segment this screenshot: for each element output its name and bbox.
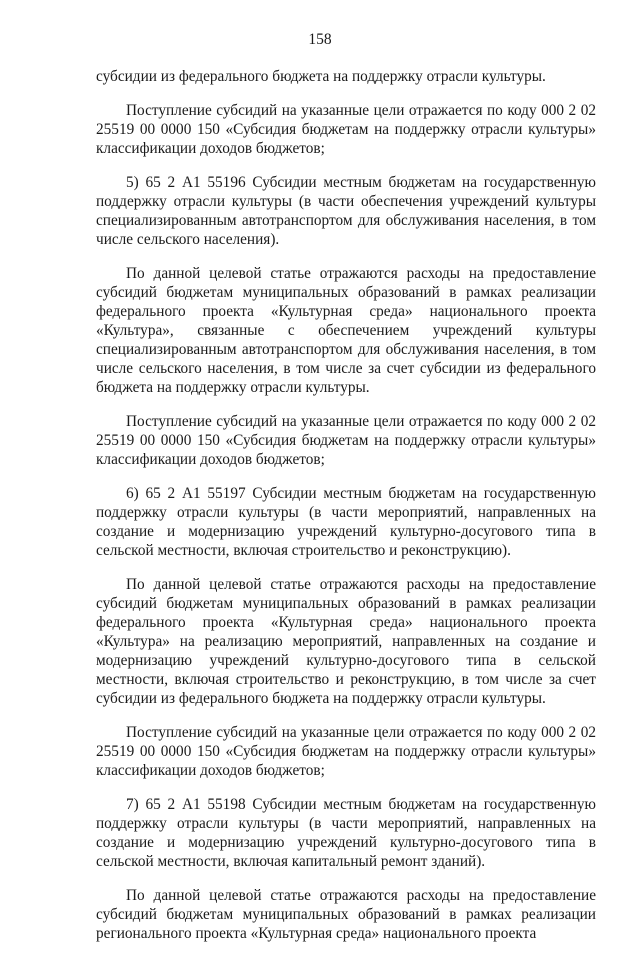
- document-body: [96, 67, 596, 958]
- paragraph-revenue-code: Поступление субсидий на указанные цели отражается по коду 000 2 02 25519 00 0000 150 «Субсидия бюджетам на поддержку отрасли культуры» классификации доходов бюджетов;: [96, 724, 596, 779]
- page-number: 158: [308, 31, 332, 48]
- paragraph-description: По данной целевой статье отражаются расходы на предоставление субсидий бюджетам муниципальных образований в рамках реализации федерального проекта «Культурная среда» национального проекта «Культура» на реализацию мероприятий, направленных на создание и модернизацию учреждений культурно-досугового типа в сельской местности, включая строительство и реконструкцию, в том числе за счет субсидии из федерального бюджета на поддержку отрасли культуры.: [96, 576, 596, 707]
- paragraph-revenue-code: Поступление субсидий на указанные цели отражается по коду 000 2 02 25519 00 0000 150 «Субсидия бюджетам на поддержку отрасли культуры» классификации доходов бюджетов;: [96, 413, 596, 468]
- paragraph-description: По данной целевой статье отражаются расходы на предоставление субсидий бюджетам муниципальных образований в рамках реализации федерального проекта «Культурная среда» национального проекта «Культура», связанные с обеспечением учреждений культуры специализированным автотранспортом для обслуживания населения, в том числе сельского населения, в том числе за счет субсидии из федерального бюджета на поддержку отрасли культуры.: [96, 265, 596, 396]
- paragraph-item-7: 7) 65 2 А1 55198 Субсидии местным бюджетам на государственную поддержку отрасли культуры (в части мероприятий, направленных на создание и модернизацию учреждений культурно-досугового типа в сельской местности, включая капитальный ремонт зданий).: [96, 796, 596, 870]
- paragraph-description: По данной целевой статье отражаются расходы на предоставление субсидий бюджетам муниципальных образований в рамках реализации регионального проекта «Культурная среда» национального проекта: [96, 887, 596, 942]
- paragraph-item-5: 5) 65 2 А1 55196 Субсидии местным бюджетам на государственную поддержку отрасли культуры (в части обеспечения учреждений культуры специализированным автотранспортом для обслуживания населения, в том числе сельского населения).: [96, 174, 596, 248]
- paragraph-revenue-code: Поступление субсидий на указанные цели отражается по коду 000 2 02 25519 00 0000 150 «Субсидия бюджетам на поддержку отрасли культуры» классификации доходов бюджетов;: [96, 102, 596, 157]
- paragraph-continuation: субсидии из федерального бюджета на поддержку отрасли культуры.: [96, 68, 546, 85]
- paragraph-item-6: 6) 65 2 А1 55197 Субсидии местным бюджетам на государственную поддержку отрасли культуры (в части мероприятий, направленных на создание и модернизацию учреждений культурно-досугового типа в сельской местности, включая строительство и реконструкцию).: [96, 485, 596, 559]
